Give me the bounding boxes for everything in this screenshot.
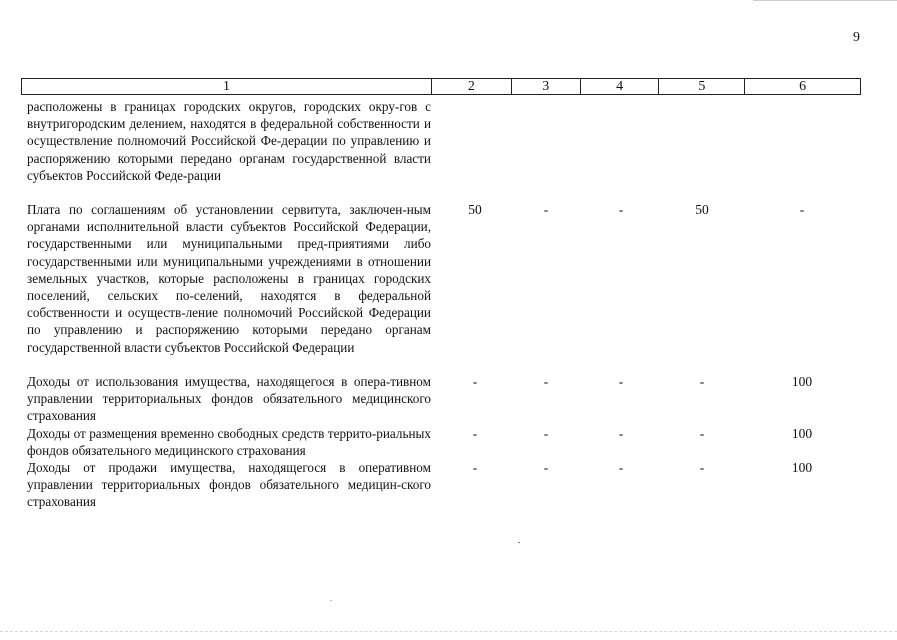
scan-speck (518, 542, 520, 543)
header-col-6: 6 (799, 79, 807, 94)
row-description: Плата по соглашениям об установлении сервитута, заключен-ным органами исполнительной власти субъектов Российской Федерации, государственными или муниципальными пред-приятиями либо государственными или муниципальными учреждениями в отношении земельных участков, которые расположены в границах городских поселений, сельских по-селений, находятся в федеральной собственности и осуществ-ление полномочий Российской Федерации по управлению и распоряжению которыми передано органам государственной власти субъектов Российской Федерации (27, 202, 431, 355)
row-value-col-2: 50 (468, 202, 482, 217)
header-col-1: 1 (22, 79, 432, 94)
row-value-col-5: 50 (695, 202, 709, 217)
header-col-2: 2 (432, 79, 512, 94)
row-value-col-3: - (543, 460, 549, 475)
scan-edge-top (753, 0, 897, 1)
row-value-col-3: - (543, 202, 549, 217)
row-value-col-2: - (472, 460, 478, 475)
row-value-col-3: - (543, 374, 549, 389)
row-value-col-3: - (543, 426, 549, 441)
scan-edge-bottom (0, 631, 897, 633)
page-number: 9 (853, 30, 860, 45)
header-col-4: 4 (581, 79, 660, 94)
row-description: Доходы от использования имущества, находящегося в опера-тивном управлении территориальных фондов обязательного медицинского страхования (27, 374, 431, 424)
row-value-col-2: - (472, 374, 478, 389)
row-value-col-6: 100 (791, 460, 813, 475)
header-col-3: 3 (512, 79, 581, 94)
row-value-col-5: - (699, 374, 705, 389)
row-description: Доходы от продажи имущества, находящегося в оперативном управлении территориальных фондов обязательного медицин-ского страхования (27, 460, 431, 510)
row-value-col-2: - (472, 426, 478, 441)
row-value-col-5: - (699, 426, 705, 441)
row-value-col-4: - (618, 426, 624, 441)
row-value-col-6: 100 (791, 426, 813, 441)
row-description: Доходы от размещения временно свободных средств террито-риальных фондов обязательного медицинского страхования (27, 426, 431, 459)
header-col-5: 5 (659, 79, 745, 94)
scan-speck (330, 600, 332, 601)
row-value-col-6: - (799, 202, 805, 217)
row-value-col-5: - (699, 460, 705, 475)
row-description: расположены в границах городских округов, городских окру-гов с внутригородским делением, находятся в федеральной собственности и осуществление полномочий Российской Фе-дерации по управлению и распоряжению которыми передано органам государственной власти субъектов Российской Феде-рации (27, 99, 431, 183)
row-value-col-4: - (618, 374, 624, 389)
row-value-col-6: 100 (791, 374, 813, 389)
table-header (21, 78, 861, 95)
row-value-col-4: - (618, 202, 624, 217)
row-value-col-4: - (618, 460, 624, 475)
